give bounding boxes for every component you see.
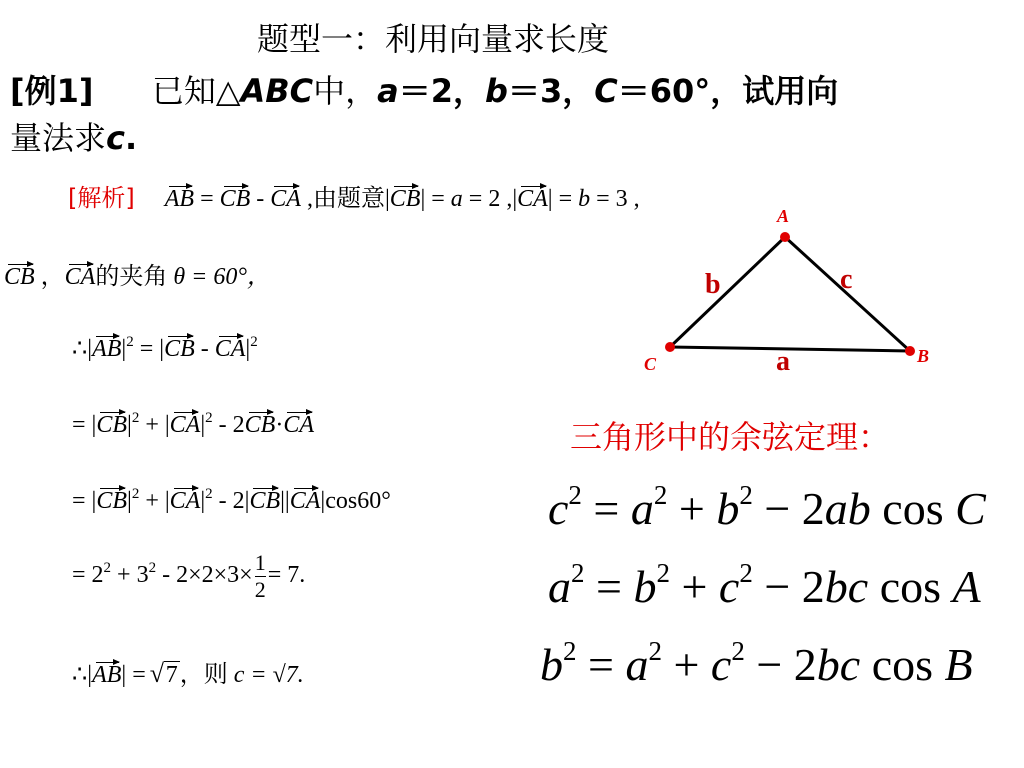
- question-text: 量法求: [10, 119, 107, 157]
- vertex-c-label: C: [644, 354, 657, 374]
- vector-CA: CA: [289, 488, 321, 514]
- derivation-line-4: = $2^2 + 3^2 - 2\times 2\times 3\times$ $\frac{1}{2}$ = 7.: [72, 550, 306, 602]
- vector-CA: CA: [169, 488, 201, 514]
- vector-CB: CB: [249, 488, 281, 514]
- var-c: c: [106, 119, 125, 157]
- value-C: ＝60°，试用向: [617, 72, 839, 110]
- vector-CB: CB: [96, 412, 128, 438]
- side-a-label: a: [776, 346, 790, 377]
- analysis-label: [解析]: [68, 184, 135, 212]
- vector-CB: CB: [4, 264, 35, 290]
- vector-CA: CA: [283, 412, 314, 438]
- vector-CA: CA: [64, 264, 96, 290]
- triangle-name: ABC: [240, 72, 314, 110]
- example-tag: [例1]: [10, 72, 94, 110]
- theorem-title: 三角形中的余弦定理：: [570, 418, 891, 456]
- vector-AB: AB: [92, 336, 122, 362]
- angle-text: 的夹角: [95, 262, 168, 290]
- vector-AB: AB: [164, 186, 195, 212]
- vector-CB: CB: [244, 412, 276, 438]
- cosine-law-a: $a^2 = b^2 + c^2 - 2bc$ cos A: [548, 558, 981, 612]
- vector-CB: CB: [219, 186, 251, 212]
- derivation-line-2: = $|CB|^2 + |CA|^2 - 2CB\cdot CA$: [72, 410, 314, 438]
- side-b-label: b: [705, 269, 721, 300]
- derivation-line-1: $\therefore|AB|^2 = |CB - CA|^2$: [72, 334, 258, 362]
- vector-CA: CA: [270, 186, 301, 212]
- triangle-side-a: [670, 347, 910, 351]
- vertex-a-point: [780, 232, 790, 242]
- derivation-line-3: = $|CB|^2 + |CA|^2 - 2|CB||CA|\cos 60^\circ$: [72, 486, 391, 514]
- vertex-b-point: [905, 346, 915, 356]
- triangle-diagram: [630, 200, 950, 385]
- example-statement-line-2: [10, 113, 137, 159]
- angle-theta: θ = 60°，: [173, 264, 271, 290]
- var-a: a: [377, 72, 399, 110]
- given-mid: 中，: [313, 72, 378, 110]
- given-text: 已知△: [151, 72, 241, 110]
- vertex-c-point: [665, 342, 675, 352]
- vector-CA: CA: [214, 336, 246, 362]
- fraction-one-half: $\frac{1}{2}$: [254, 550, 266, 602]
- cosine-law-c: $c^2 = a^2 + b^2 - 2ab$ cos C: [548, 480, 986, 534]
- cosine-law-b: $b^2 = a^2 + c^2 - 2bc$ cos B: [540, 636, 973, 690]
- value-a: ＝2，: [398, 72, 486, 110]
- analysis-line-1: [解析] AB = CB - CA ,由题意|CB| = a = 2 ,|CA| = b = 3 ,: [68, 184, 640, 212]
- vertex-b-label: B: [917, 346, 930, 366]
- analysis-line-2: CB ，CA的夹角 θ = 60°，: [4, 262, 271, 290]
- page-title: 题型一：利用向量求长度: [257, 20, 610, 58]
- side-c-label: c: [840, 264, 853, 295]
- derivation-line-5: ∴|AB| = √ 7，则 c = √7.: [72, 654, 304, 689]
- period: .: [124, 119, 138, 157]
- value-b: ＝3，: [507, 72, 595, 110]
- vector-CB: CB: [389, 186, 421, 212]
- example-statement-line-1: [10, 66, 838, 112]
- vector-AB: AB: [92, 662, 122, 688]
- result-c: c = √7.: [233, 662, 304, 688]
- triangle-side-b: [670, 237, 785, 347]
- vector-CB: CB: [96, 488, 128, 514]
- vector-CA: CA: [517, 186, 548, 212]
- then-text: ，则: [179, 660, 228, 688]
- var-b: b: [485, 72, 508, 110]
- vector-CB: CB: [164, 336, 195, 362]
- vertex-a-label: A: [777, 206, 790, 226]
- var-C: C: [594, 72, 618, 110]
- vector-CA: CA: [169, 412, 201, 438]
- analysis-intro: 由题意: [312, 184, 385, 212]
- sqrt-seven: √ 7: [164, 661, 180, 689]
